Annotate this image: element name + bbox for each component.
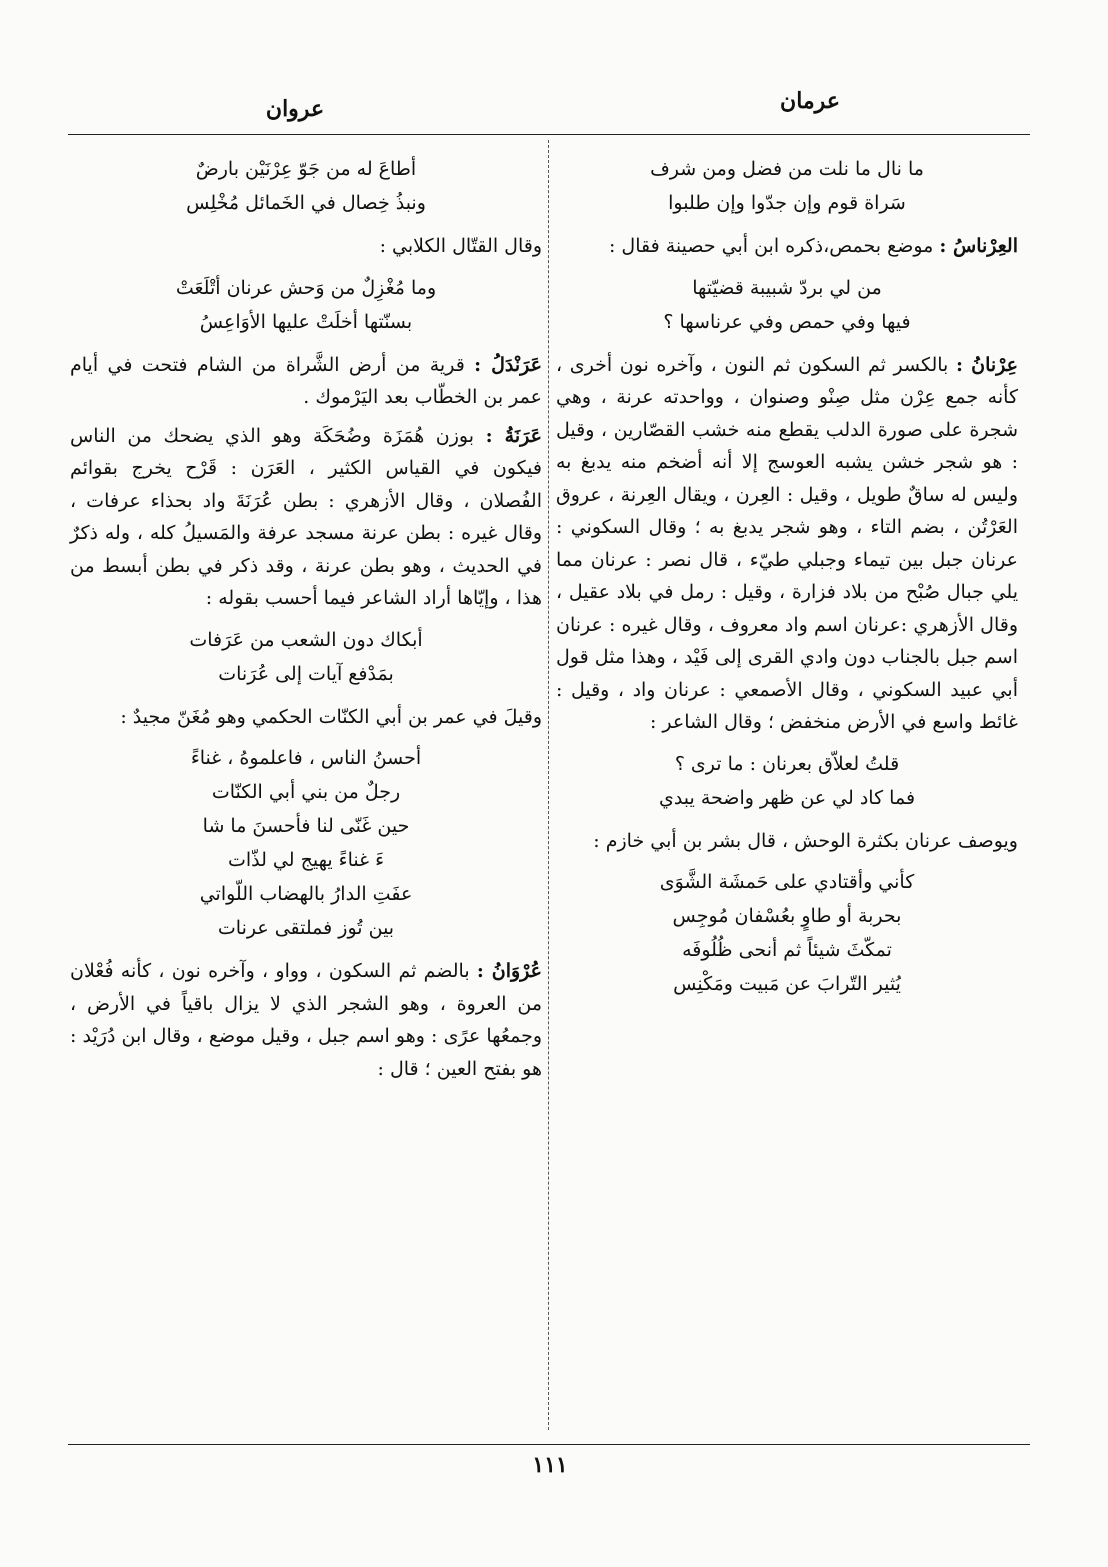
entry-text: ويوصف عرنان بكثرة الوحش ، قال بشر بن أبي خازم : bbox=[593, 829, 1018, 852]
entry-text: بالضم ثم السكون ، وواو ، وآخره نون ، كأنه فُعْلان من العروة ، وهو الشجر الذي لا يزال باقياً في الأرض ، وجمعُها عرًى : وهو اسم جبل ، وقيل موضع ، وقال ابن دُرَيْد : هو بفتح العين ؛ قال : bbox=[70, 960, 542, 1080]
dictionary-entry bbox=[70, 955, 542, 1085]
verse bbox=[556, 150, 1018, 230]
running-header-right: عرمان bbox=[780, 88, 840, 114]
verse-line: أبكاك دون الشعب من عَرَفات bbox=[189, 628, 423, 651]
verse bbox=[70, 150, 542, 230]
dictionary-entry bbox=[556, 230, 1018, 263]
entry-text: موضع بحمص،ذكره ابن أبي حصينة فقال : bbox=[608, 235, 940, 257]
verse-line: كأني وأقتادي على حَمشَة الشَّوَى bbox=[659, 871, 915, 893]
entry-text: وقيلَ في عمر بن أبي الكنّات الحكمي وهو مُغَنّ مجيدٌ : bbox=[120, 705, 542, 728]
page-number: ١١١ bbox=[532, 1452, 568, 1478]
entry-text: قرية من أرض الشَّراة من الشام فتحت في أيام عمر بن الخطّاب بعد اليَرْموك . bbox=[70, 353, 542, 408]
verse bbox=[556, 269, 1018, 349]
verse-line: أحسنُ الناس ، فاعلموهُ ، غناءً bbox=[190, 747, 422, 769]
column-divider bbox=[548, 140, 549, 1430]
verse-line: حين غَنّى لنا فأحسنَ ما شا bbox=[202, 815, 410, 837]
left-column bbox=[70, 150, 542, 1091]
verse-line: بمَدْفع آيات إلى عُرَنات bbox=[218, 662, 394, 685]
entry-headword: عِرْنانُ : bbox=[955, 353, 1018, 376]
entry-text: بالكسر ثم السكون ثم النون ، وآخره نون أخرى ، كأنه جمع عِرْن مثل صِنْو وصنوان ، وواحدته عرنة ، وهي شجرة على صورة الدلب يقطع منه خشب القصّارين ، وقيل : هو شجر خشن يشبه العوسج إلا أنه أضخم منه يدبغ به وليس له ساقٌ طويل ، وقيل : العِرن ، ويقال العِرنة ، عروق العَرْتُن ، بضم التاء ، وهو شجر يدبغ به ؛ وقال السكوني : عرنان جبل بين تيماء وجبلي طيّء ، قال نصر : عرنان مما يلي جبال صُبْح من بلاد فزارة ، وقيل : رمل في بلاد عقيل ، وقال الأزهري :عرنان اسم واد معروف ، وقال غيره : عرنان اسم جبل بالجناب دون وادي القرى إلى فَيْد ، وهذا مثل قول أبي عبيد السكوني ، وقال الأصمعي : عرنان واد ، وقيل : غائط واسع في الأرض منخفض ؛ وقال الشاعر : bbox=[556, 353, 1019, 733]
verse bbox=[556, 745, 1018, 825]
verse-line: عفَتِ الدارُ بالهضاب اللّواتي bbox=[199, 883, 413, 905]
verse-line: فيها وفي حمص وفي عرناسها ؟ bbox=[663, 310, 911, 333]
verse-line: بسنّتها أخلَتْ عليها الأوَاعِسُ bbox=[199, 310, 413, 333]
footer-rule bbox=[68, 1444, 1030, 1445]
entry-headword: العِرْناسُ : bbox=[939, 235, 1018, 257]
entry-text: بوزن هُمَزَة وضُحَكَة وهو الذي يضحك من الناس فيكون في القياس الكثير ، العَرَن : قَرْح يخرج بقوائم الفُصلان ، وقال الأزهري : بطن عُرَنَةَ واد بحذاء عرفات ، وقال غيره : بطن عرنة مسجد عرفة والمَسيلُ كله ، وله ذكرٌ في الحديث ، وهو بطن عرنة ، وقد ذكر في بطن أبسط من هذا ، وإيّاها أراد الشاعر فيما أحسب بقوله : bbox=[70, 424, 542, 609]
verse-line: ما نال ما نلت من فضل ومن شرف bbox=[650, 158, 924, 180]
verse-line: بحربة أو طاوٍ بعُسْفان مُوجِس bbox=[672, 905, 902, 927]
verse-line: يُثير التّرابَ عن مَبيت ومَكْنِس bbox=[673, 973, 901, 995]
dictionary-entry bbox=[556, 349, 1018, 739]
verse bbox=[70, 739, 542, 955]
dictionary-entry bbox=[556, 825, 1018, 858]
dictionary-entry bbox=[70, 701, 542, 734]
right-column bbox=[556, 150, 1018, 1011]
verse-line: قلتُ لعلاّق بعرنان : ما ترى ؟ bbox=[674, 752, 900, 775]
verse-line: رجلٌ من بني أبي الكنّات bbox=[211, 781, 401, 803]
header-rule bbox=[68, 134, 1030, 135]
entry-headword: عُرْوَانُ : bbox=[476, 960, 542, 982]
dictionary-entry bbox=[70, 230, 542, 263]
verse-line: وما مُغْزِلٌ من وَحش عرنان أتْلَعَتْ bbox=[175, 276, 437, 299]
dictionary-entry bbox=[70, 420, 542, 615]
dictionary-entry bbox=[70, 349, 542, 414]
entry-headword: عَرَنَةُ : bbox=[485, 424, 542, 447]
entry-headword: عَرَنْدَلُ : bbox=[474, 353, 543, 376]
verse bbox=[70, 269, 542, 349]
verse-line: من لي بردّ شبيبة قضيّتها bbox=[692, 276, 882, 299]
entry-text: وقال القتّال الكلابي : bbox=[379, 235, 542, 257]
verse-line: بين تُوز فملتقى عرنات bbox=[217, 917, 395, 939]
verse-line: ونبذُ خِصال في الخَمائل مُخْلِس bbox=[186, 192, 426, 214]
verse-line: تمكّثَ شيئاً ثم أنحى ظُلُوفَه bbox=[682, 939, 892, 961]
running-header-left: عروان bbox=[265, 96, 325, 122]
verse bbox=[70, 621, 542, 701]
verse-line: سَراة قوم وإن جدّوا وإن طلبوا bbox=[668, 192, 906, 214]
verse-line: أطاعَ له من جَوّ عِرْنَيْن بارضٌ bbox=[195, 158, 417, 180]
verse-line: ءَ غناءً يهيج لي لذّات bbox=[227, 849, 385, 871]
verse-line: فما كاد لي عن ظهر واضحة يبدي bbox=[658, 786, 916, 809]
verse bbox=[556, 863, 1018, 1011]
